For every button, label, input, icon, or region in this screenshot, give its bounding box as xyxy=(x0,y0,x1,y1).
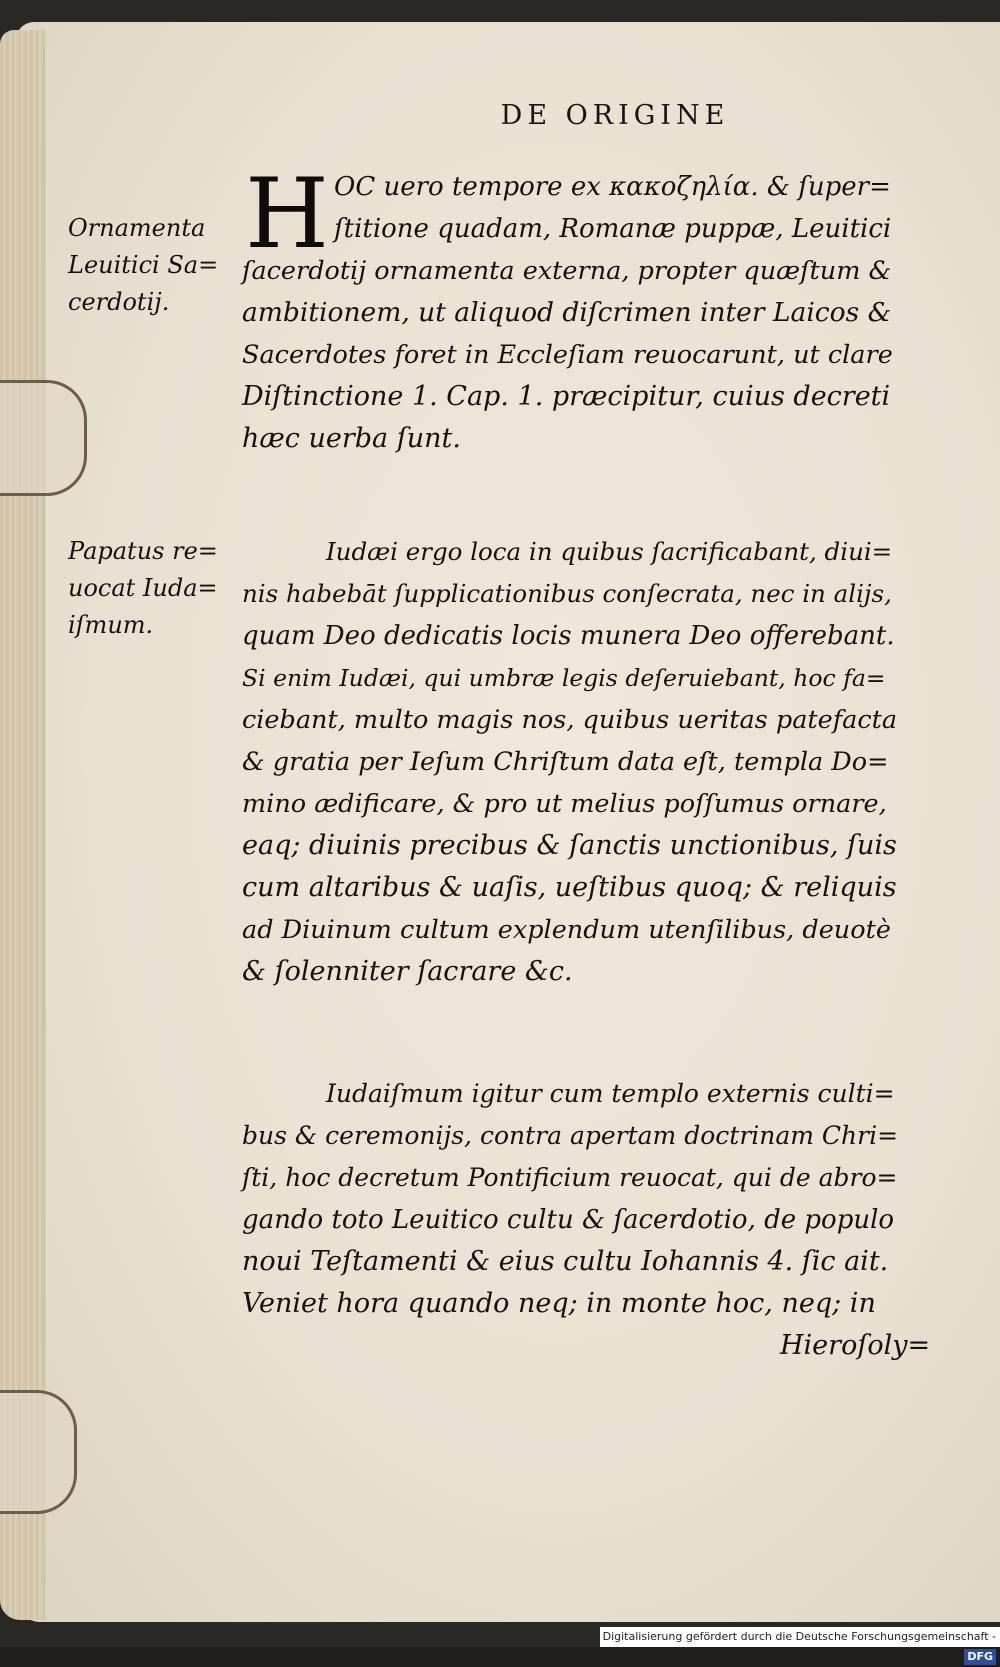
body-line: hæc uerba ſunt. xyxy=(242,423,461,454)
body-line: Si enim Iudæi, qui umbræ legis deſeruiebant, hoc fa= xyxy=(242,664,886,692)
body-line: Iudæi ergo loca in quibus ſacrificabant, diui= xyxy=(326,537,893,566)
margin-note-line: uocat Iuda= xyxy=(68,574,218,602)
body-line: ad Diuinum cultum explendum utenſilibus, deuotè xyxy=(242,915,891,945)
body-line: gando toto Leuitico cultu & ſacerdotio, de populo xyxy=(242,1205,895,1235)
body-line: bus & ceremonijs, contra apertam doctrinam Chri= xyxy=(242,1121,899,1150)
digitization-credit xyxy=(600,1627,1000,1663)
body-line: ambitionem, ut aliquod diſcrimen inter Laicos & xyxy=(242,297,892,328)
body-line: ſtitione quadam, Romanæ puppæ, Leuitici xyxy=(334,214,892,244)
page-edges xyxy=(0,30,46,1620)
body-line: Veniet hora quando neq; in monte hoc, neq; in xyxy=(242,1288,876,1319)
body-line: & gratia per Ieſum Chriſtum data eſt, templa Do= xyxy=(242,747,889,777)
body-line: cum altaribus & uaſis, ueſtibus quoq; & reliquis xyxy=(242,872,897,903)
running-title: DE ORIGINE xyxy=(500,100,730,131)
body-line: ſti, hoc decretum Pontificium reuocat, qui de abro= xyxy=(242,1163,898,1192)
margin-note-line: Leuitici Sa= xyxy=(68,251,219,279)
body-line: OC uero tempore ex κακοζηλία. & ſuper= xyxy=(334,172,891,202)
body-line: & ſolenniter ſacrare &c. xyxy=(242,956,573,987)
margin-note-line: Papatus re= xyxy=(68,537,218,565)
clasp-tab-upper xyxy=(0,380,87,496)
body-line: noui Teſtamenti & eius cultu Iohannis 4. ſic ait. xyxy=(242,1246,889,1277)
credit-text: Digitalisierung gefördert durch die Deutsche Forschungsgemeinschaft - xyxy=(602,1630,996,1643)
body-line: mino ædificare, & pro ut melius poſſumus ornare, xyxy=(242,789,887,819)
drop-capital: H xyxy=(245,158,329,270)
margin-note-ornamenta xyxy=(68,210,238,321)
body-line: Sacerdotes foret in Eccleſiam reuocarunt, ut clare xyxy=(242,340,893,370)
dfg-logo: DFG xyxy=(964,1649,996,1665)
body-line: Iudaiſmum igitur cum templo externis culti= xyxy=(326,1079,895,1108)
body-line: eaq; diuinis precibus & ſanctis unctionibus, ſuis xyxy=(242,830,897,861)
catchword: Hieroſoly= xyxy=(780,1330,931,1361)
body-line: ſacerdotij ornamenta externa, propter quæſtum & xyxy=(242,256,892,286)
margin-note-line: iſmum. xyxy=(68,611,154,639)
margin-note-papatus xyxy=(68,533,238,644)
body-line: ciebant, multo magis nos, quibus ueritas patefacta xyxy=(242,705,898,735)
margin-note-line: Ornamenta xyxy=(68,214,206,242)
margin-note-line: cerdotij. xyxy=(68,288,170,316)
clasp-tab-lower xyxy=(0,1390,77,1514)
body-line: nis habebāt ſupplicationibus conſecrata, nec in alijs, xyxy=(242,579,892,608)
body-line: Diſtinctione 1. Cap. 1. præcipitur, cuius decreti xyxy=(242,381,891,412)
body-line: quam Deo dedicatis locis munera Deo offerebant. xyxy=(242,621,895,651)
